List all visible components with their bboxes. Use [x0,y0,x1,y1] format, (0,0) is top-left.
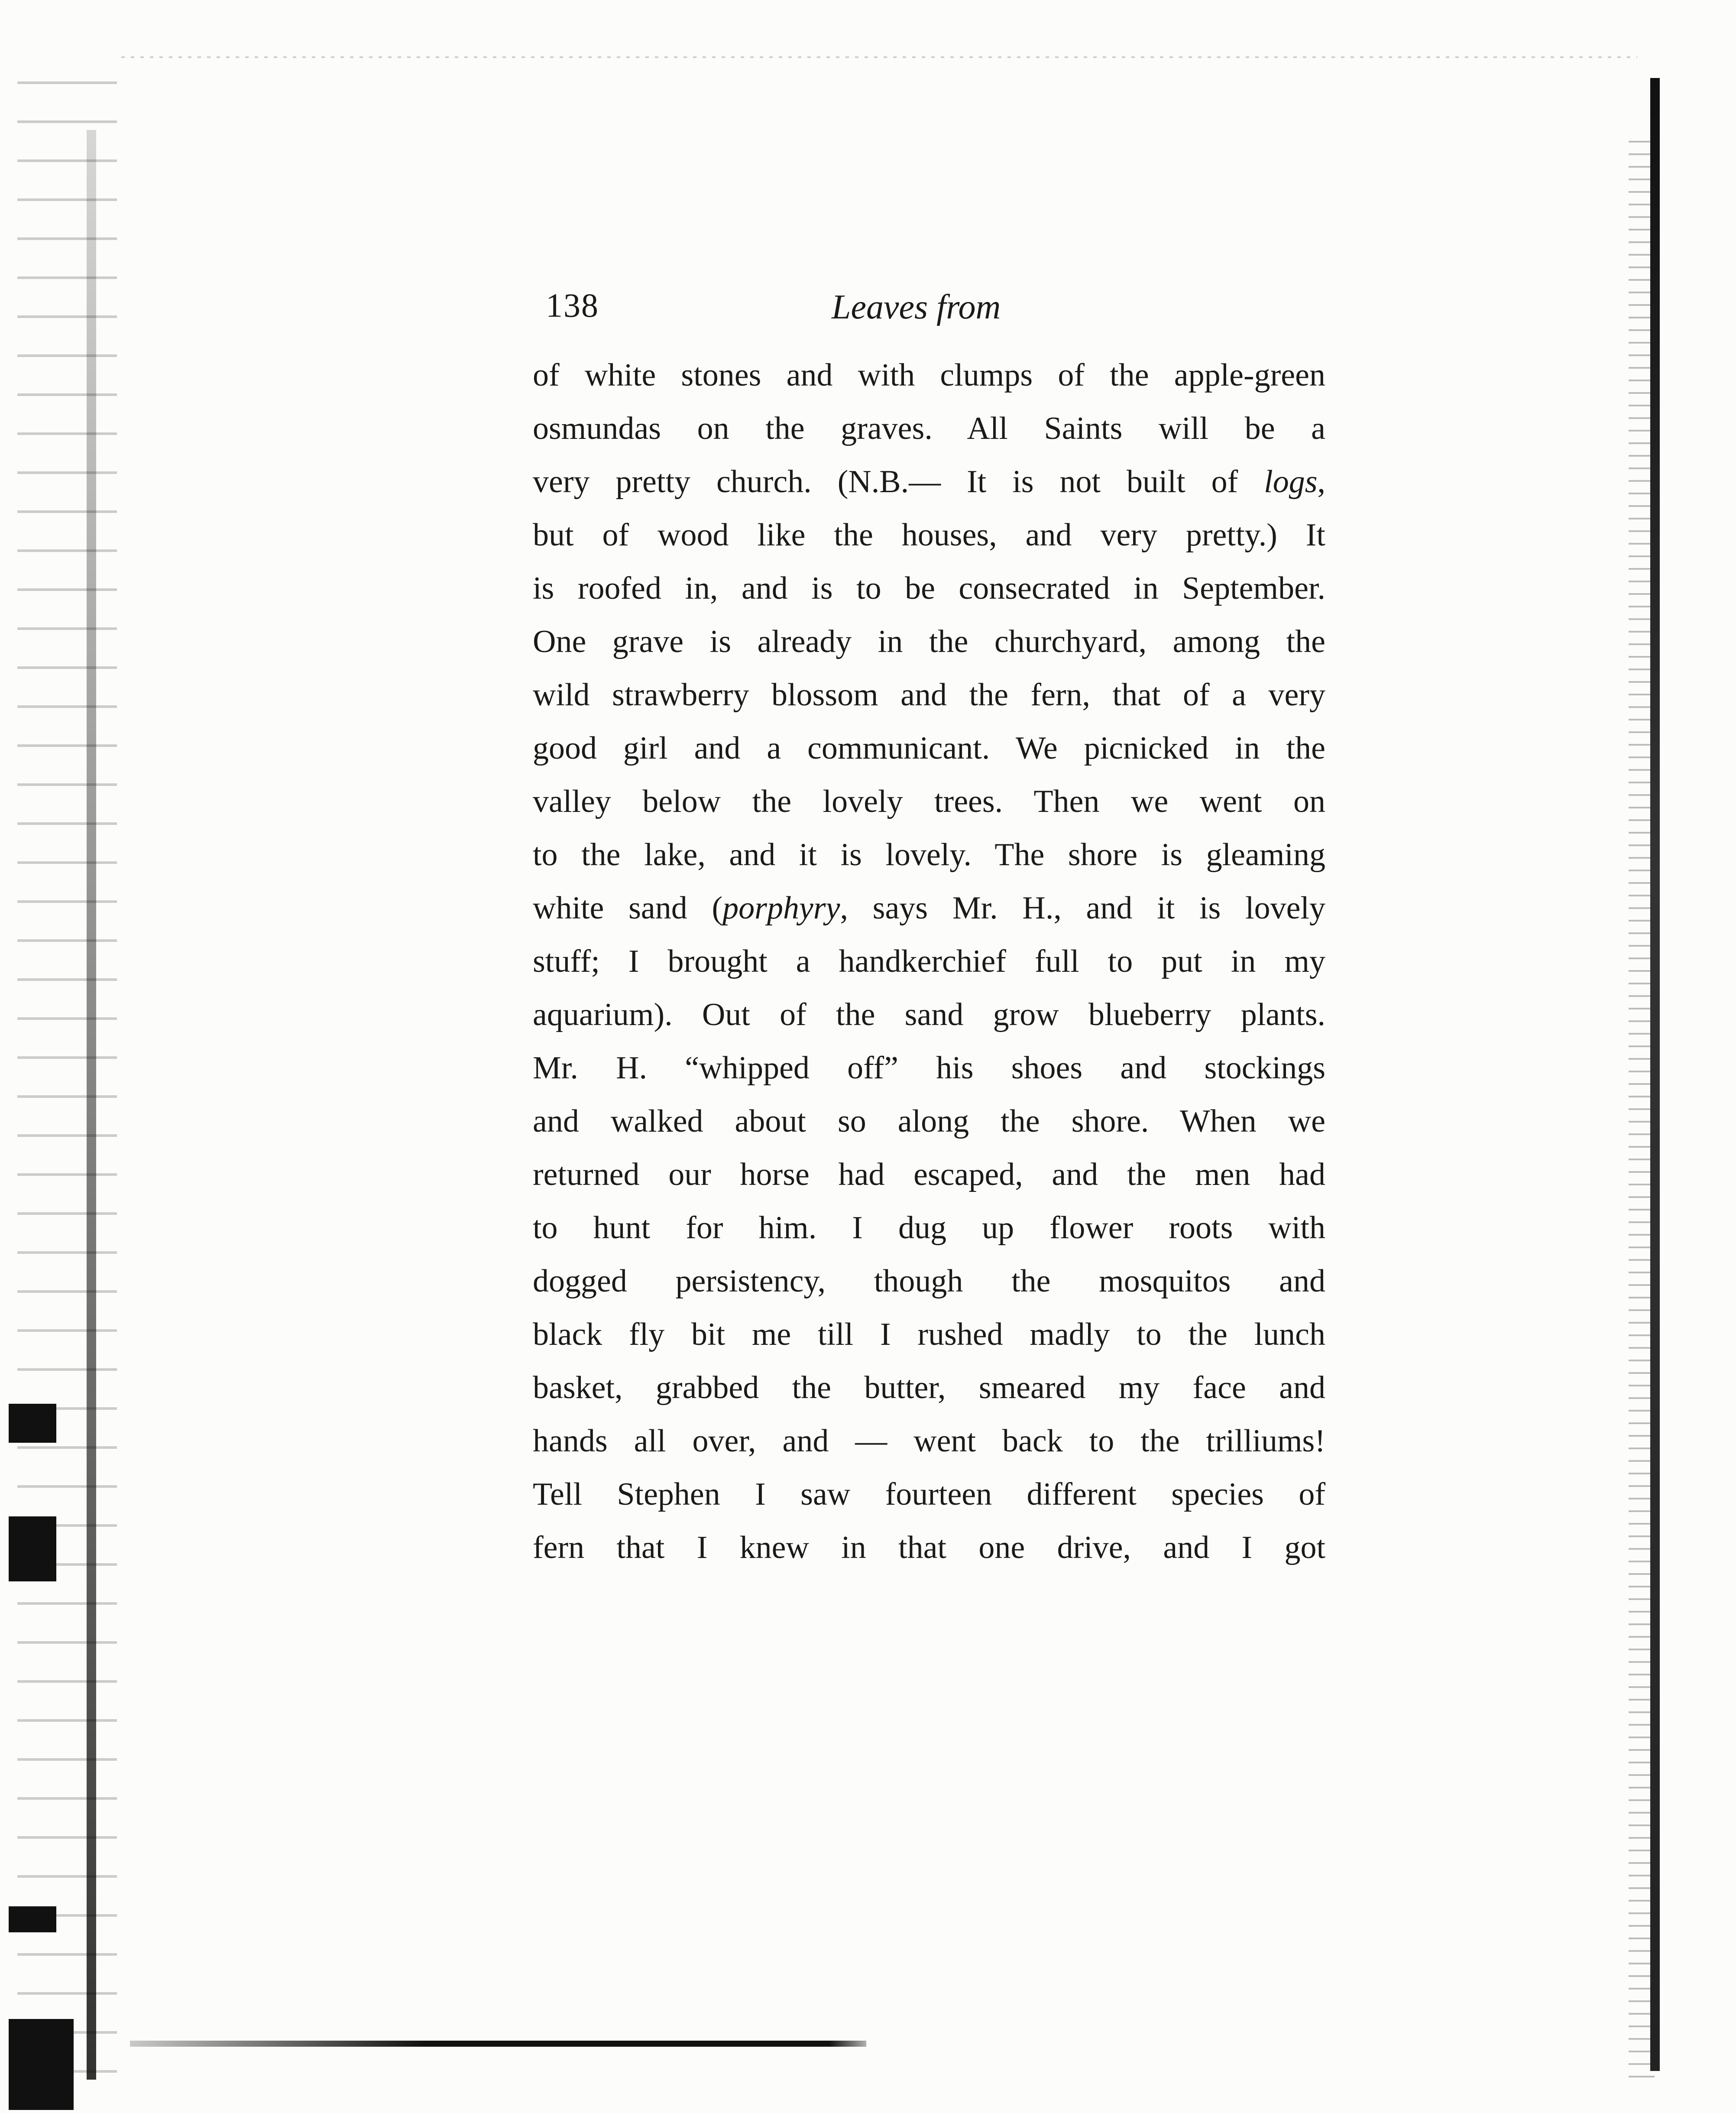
left-binding-block [9,2019,74,2110]
text-line: dogged persistency, though the mosquitos and [533,1263,1325,1299]
left-binding-shadow [87,130,96,2080]
italic-text: logs [1264,464,1318,500]
running-title: Leaves from [832,288,1001,326]
left-binding-block [9,1906,56,1932]
left-binding-block [9,1516,56,1581]
text-line: One grave is already in the churchyard, among the [533,624,1325,659]
text-line: fern that I knew in that one drive, and I got [533,1530,1325,1565]
running-head [537,286,1330,338]
page-number: 138 [546,286,599,324]
italic-text: porphyry [722,890,840,926]
text-line: but of wood like the houses, and very pretty.) It [533,517,1325,553]
bottom-scan-rule [130,2041,866,2047]
body-text [533,349,1325,1574]
left-binding-block [9,1404,56,1443]
left-binding-artifact [17,65,117,2101]
text-line: hands all over, and — went back to the trilliums! [533,1423,1325,1459]
text-line: is roofed in, and is to be consecrated in September. [533,571,1325,606]
text-line: valley below the lovely trees. Then we went on [533,784,1325,819]
text-line: Tell Stephen I saw fourteen different species of [533,1477,1325,1512]
text-line: good girl and a communicant. We picnicked in the [533,730,1325,766]
text-line: very pretty church. (N.B.— It is not built of logs, [533,464,1325,500]
text-line: black fly bit me till I rushed madly to the lunch [533,1317,1325,1352]
text-line: wild strawberry blossom and the fern, that of a very [533,677,1325,713]
scan-top-edge [121,56,1637,58]
right-binding-edge [1650,78,1660,2071]
text-line: Mr. H. “whipped off” his shoes and stockings [533,1050,1325,1086]
text-line: of white stones and with clumps of the apple-green [533,357,1325,393]
text-line: to hunt for him. I dug up flower roots with [533,1210,1325,1246]
text-line: osmundas on the graves. All Saints will be a [533,411,1325,446]
text-line: white sand (porphyry, says Mr. H., and it is lovely [533,890,1325,926]
text-line: to the lake, and it is lovely. The shore is gleaming [533,837,1325,873]
text-line: returned our horse had escaped, and the men had [533,1157,1325,1192]
text-line: basket, grabbed the butter, smeared my face and [533,1370,1325,1405]
text-line: and walked about so along the shore. When we [533,1104,1325,1139]
text-line: aquarium). Out of the sand grow blueberry plants. [533,997,1325,1032]
text-line: stuff; I brought a handkerchief full to put in my [533,944,1325,979]
